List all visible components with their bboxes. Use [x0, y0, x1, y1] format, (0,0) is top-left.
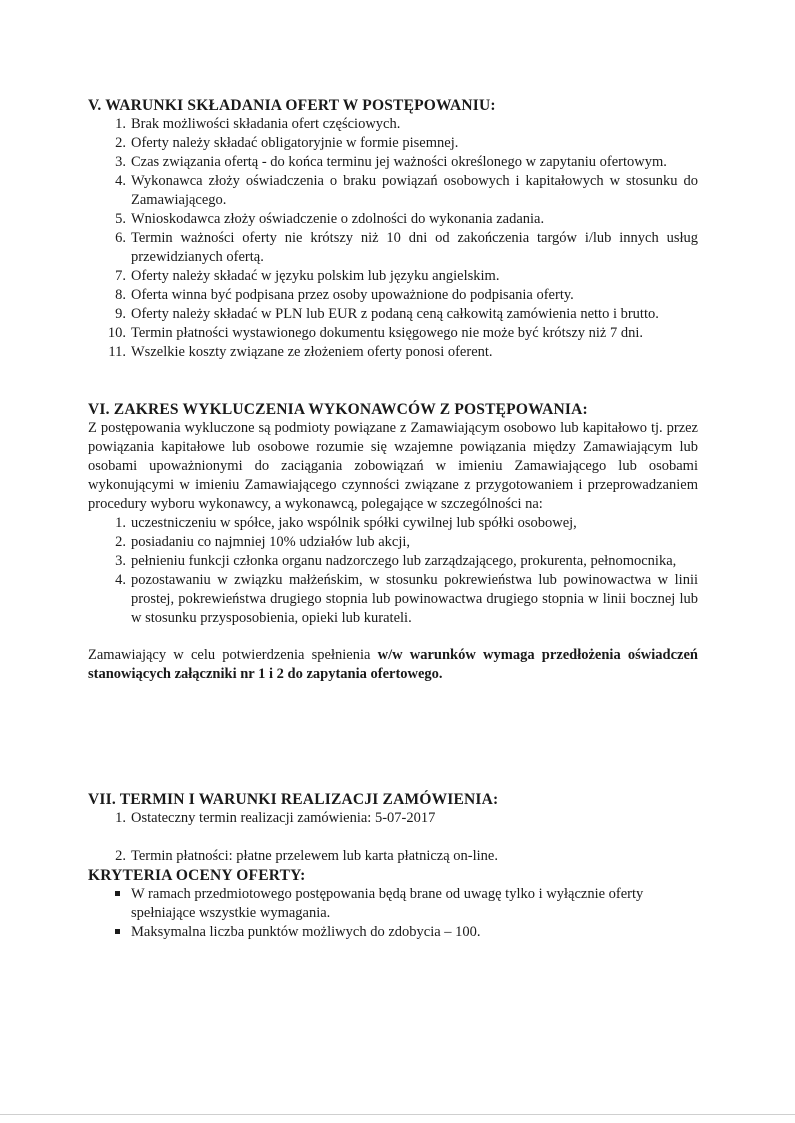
- list-item: [88, 923, 698, 942]
- list-item-text: Wszelkie koszty związane ze złożeniem oferty ponosi oferent.: [131, 344, 493, 360]
- list-item: [88, 134, 698, 153]
- square-bullet-icon: [115, 929, 120, 934]
- list-item-text: Oferty należy składać w PLN lub EUR z podaną ceną całkowitą zamówienia netto i brutto.: [131, 306, 659, 322]
- list-item-number: 1.: [115, 810, 126, 826]
- page-bottom-rule: [0, 1114, 795, 1115]
- list-item-text: Wykonawca złoży oświadczenia o braku powiązań osobowych i kapitałowych w stosunku do Zamawiającego.: [131, 173, 698, 208]
- list-item-text: Brak możliwości składania ofert częściowych.: [131, 116, 401, 132]
- list-item: [88, 210, 698, 229]
- list-item-number: 11.: [108, 344, 126, 360]
- list-item: [88, 324, 698, 343]
- list-item-number: 7.: [115, 268, 126, 284]
- section-6-closing: [88, 646, 698, 684]
- list-item: [88, 115, 698, 134]
- list-item-text: Termin płatności wystawionego dokumentu księgowego nie może być krótszy niż 7 dni.: [131, 325, 644, 341]
- list-item-text: Oferta winna być podpisana przez osoby upoważnione do podpisania oferty.: [131, 287, 574, 303]
- section-6-list: [88, 514, 698, 628]
- section-5-list: [88, 115, 698, 362]
- paragraph-spacer: [88, 628, 698, 646]
- section-6-intro: Z postępowania wykluczone są podmioty powiązane z Zamawiającym osobowo lub kapitałowo tj. przez powiązania kapitałowe lub osobowe rozumie się wzajemne powiązania między Zamawiającym lub osobami upoważnionymi do zaciągania zobowiązań w imieniu Zamawiającego lub osobami wykonującymi w imieniu Zamawiającego czynności związane z przygotowaniem i przeprowadzaniem procedury wyboru wykonawcy, a wykonawcą, polegające w szczególności na:: [88, 420, 698, 512]
- list-item-number: 5.: [115, 211, 126, 227]
- list-item-number: 6.: [115, 230, 126, 246]
- section-5-title: V. WARUNKI SKŁADANIA OFERT W POSTĘPOWANIU:: [88, 97, 496, 114]
- list-item-number: 1.: [115, 515, 126, 531]
- list-item-number: 4.: [115, 572, 126, 588]
- section-7-title: VII. TERMIN I WARUNKI REALIZACJI ZAMÓWIENIA:: [88, 791, 499, 808]
- list-item-number: 1.: [115, 116, 126, 132]
- list-item-text: Ostateczny termin realizacji zamówienia: 5-07-2017: [131, 810, 436, 826]
- list-item-text: Termin płatności: płatne przelewem lub karta płatniczą on-line.: [131, 848, 498, 864]
- list-item-text: posiadaniu co najmniej 10% udziałów lub akcji,: [131, 534, 411, 550]
- list-item: [88, 305, 698, 324]
- list-item: [88, 809, 698, 828]
- list-item: [88, 571, 698, 628]
- list-item-text: Wnioskodawca złoży oświadczenie o zdolności do wykonania zadania.: [131, 211, 545, 227]
- list-item: [88, 552, 698, 571]
- square-bullet-icon: [115, 891, 120, 896]
- closing-bold-text: w/w warunków wymaga przedłożenia oświadczeń stanowiących załączniki nr 1 i 2 do zapytania ofertowego.: [88, 647, 698, 682]
- criteria-list: [88, 885, 698, 942]
- list-item-number: 10.: [107, 325, 126, 341]
- criteria-title: KRYTERIA OCENY OFERTY:: [88, 867, 306, 884]
- list-item-number: 3.: [115, 154, 126, 170]
- list-item: [88, 267, 698, 286]
- list-item-text: pozostawaniu w związku małżeńskim, w stosunku pokrewieństwa lub powinowactwa w linii prostej, pokrewieństwa drugiego stopnia lub powinowactwa drugiego stopnia w linii bocznej lub w stosunku przysposobienia, opieki lub kurateli.: [131, 572, 698, 626]
- list-item-number: 9.: [115, 306, 126, 322]
- document-content: [88, 96, 698, 942]
- section-spacer: [88, 684, 698, 790]
- list-item-text: Termin ważności oferty nie krótszy niż 10 dni od zakończenia targów i/lub innych usług przewidzianych ofertą.: [131, 230, 698, 265]
- list-item-text: Czas związania ofertą - do końca terminu jej ważności określonego w zapytaniu ofertowym.: [131, 154, 667, 170]
- section-6-title: VI. ZAKRES WYKLUCZENIA WYKONAWCÓW Z POSTĘPOWANIA:: [88, 401, 588, 418]
- list-item: [88, 229, 698, 267]
- list-item: [88, 514, 698, 533]
- list-item: [88, 885, 698, 923]
- list-item-text: pełnieniu funkcji członka organu nadzorczego lub zarządzającego, prokurenta, pełnomocnika,: [131, 553, 677, 569]
- list-item-text: Oferty należy składać w języku polskim lub języku angielskim.: [131, 268, 500, 284]
- list-item-number: 2.: [115, 135, 126, 151]
- list-item-text: uczestniczeniu w spółce, jako wspólnik spółki cywilnej lub spółki osobowej,: [131, 515, 577, 531]
- list-item: [88, 533, 698, 552]
- list-item-number: 3.: [115, 553, 126, 569]
- section-7-list: [88, 809, 698, 828]
- list-item-text: W ramach przedmiotowego postępowania będą brane od uwagę tylko i wyłącznie oferty spełniające wszystkie wymagania.: [131, 886, 644, 921]
- list-item-number: 2.: [115, 534, 126, 550]
- list-item: [88, 153, 698, 172]
- list-item: [88, 343, 698, 362]
- section-spacer: [88, 362, 698, 400]
- list-item-number: 2.: [115, 848, 126, 864]
- list-item: [88, 847, 698, 866]
- section-7-list-continued: [88, 847, 698, 866]
- list-item-number: 4.: [115, 173, 126, 189]
- list-item: [88, 286, 698, 305]
- list-item-text: Maksymalna liczba punktów możliwych do zdobycia – 100.: [131, 924, 481, 940]
- list-item-number: 8.: [115, 287, 126, 303]
- closing-text: Zamawiający w celu potwierdzenia spełnienia: [88, 647, 378, 663]
- list-item: [88, 172, 698, 210]
- list-item-text: Oferty należy składać obligatoryjnie w formie pisemnej.: [131, 135, 459, 151]
- list-spacer: [88, 828, 698, 847]
